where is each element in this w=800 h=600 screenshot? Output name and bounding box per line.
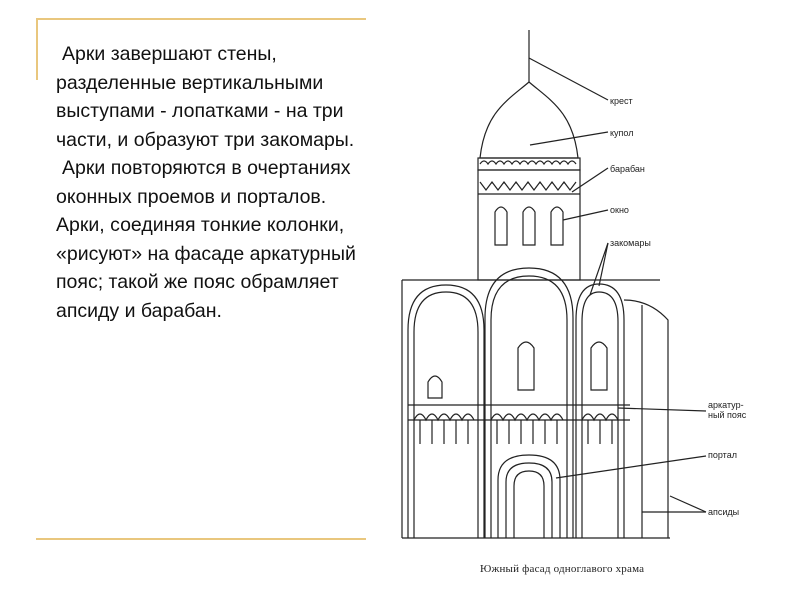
leader-dome (530, 132, 608, 145)
drum (478, 170, 580, 280)
leader-window (563, 210, 608, 220)
description-text (56, 40, 374, 325)
leader-apses-2 (670, 496, 706, 512)
label-dome: купол (610, 128, 634, 138)
label-drum: барабан (610, 164, 645, 174)
drum-zigzag-band (480, 182, 576, 190)
zakomara-left (408, 285, 484, 538)
label-apses: апсиды (708, 507, 740, 517)
leader-drum (572, 168, 608, 192)
label-portal: портал (708, 450, 737, 460)
window-right (591, 342, 607, 390)
drum-window-center (523, 207, 535, 245)
figure-caption: Южный фасад одноглавого храма (480, 563, 645, 575)
paragraph-zakomary: Арки завершают стены, разделенные вертикальными выступами - лопатками - на три части, и образуют три закомары. (56, 43, 355, 151)
dome (480, 82, 578, 158)
drum-window-left (495, 207, 507, 245)
dome-base-band (478, 158, 580, 170)
accent-rule-top (36, 18, 366, 20)
accent-rule-bottom (36, 538, 366, 540)
leader-zakomary-1 (590, 243, 608, 295)
label-arcature: аркатур- ный пояс (708, 400, 747, 420)
accent-rule-vertical (36, 18, 38, 80)
paragraph-arches: Арки повторяются в очертаниях оконных проемов и порталов. Арки, соединяя тонкие колонки, «рисуют» на фасаде аркатурный пояс; такой же пояс обрамляет апсиду и барабан. (56, 157, 356, 322)
drum-arcature-top (480, 161, 576, 164)
zakomara-right (576, 284, 624, 538)
apse (624, 300, 668, 538)
label-zakomary: закомары (610, 238, 651, 248)
leader-cross (529, 58, 608, 100)
label-window: окно (610, 205, 629, 215)
label-cross: крест (610, 96, 633, 106)
window-left (428, 376, 442, 398)
leader-portal (556, 456, 706, 478)
portal (498, 455, 560, 538)
leader-arcature (618, 408, 706, 411)
window-center (518, 342, 534, 390)
drum-window-right (551, 207, 563, 245)
